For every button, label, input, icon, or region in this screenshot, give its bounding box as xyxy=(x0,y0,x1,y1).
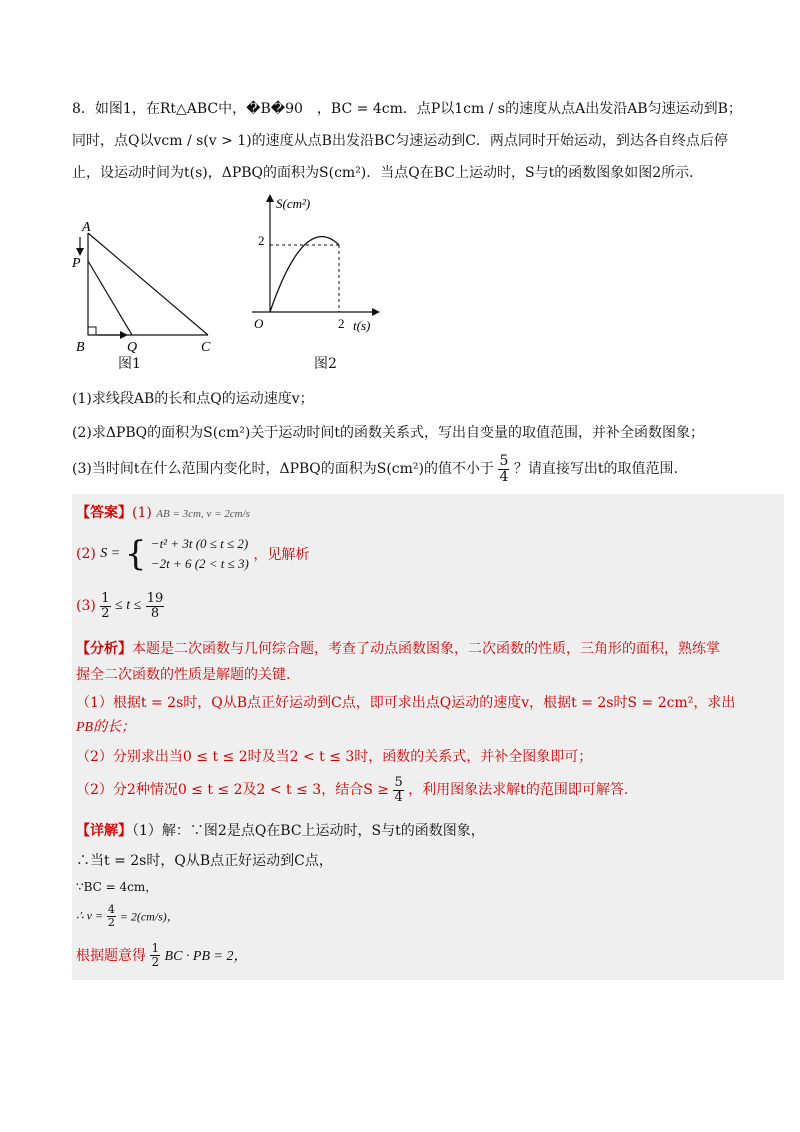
detail-line-2: ∴当t = 2s时，Q从B点正好运动到C点， xyxy=(76,853,333,869)
analysis-step-3 xyxy=(76,776,628,804)
fig1-label-C: C xyxy=(201,340,211,355)
answer-2-prefix: (2) xyxy=(76,546,96,562)
question-2: (2)求ΔPBQ的面积为S(cm²)关于运动时间t的函数关系式，写出自变量的取值范围，并补全函数图象； xyxy=(72,425,704,441)
a3-lden: 2 xyxy=(101,605,110,621)
answer-2-suffix: ，见解析 xyxy=(253,547,310,563)
question-3-text-a: (3)当时间t在什么范围内变化时，ΔPBQ的面积为S(cm²)的值不小于 xyxy=(72,461,494,478)
origin-label: O xyxy=(254,316,264,331)
answer-2-case-1: −t² + 3t (0 ≤ t ≤ 2) xyxy=(150,536,249,551)
s3-num: 5 xyxy=(394,775,403,790)
a3-lnum: 1 xyxy=(101,591,110,606)
problem-line-2: 同时，点Q以vcm / s(v > 1)的速度从点B出发沿BC匀速运动到C．两点同时开始运动，到达各自终点后停 xyxy=(72,133,728,149)
answer-2-brace: { xyxy=(124,534,147,574)
detail-text-1: （1）解：∵图2是点Q在BC上运动时，S与t的函数图象， xyxy=(132,823,485,839)
answer-1-prefix: (1) xyxy=(132,505,152,521)
detail-4-fraction xyxy=(107,904,116,928)
y-axis-label: S(cm²) xyxy=(276,196,311,211)
d5-den: 2 xyxy=(151,954,160,969)
analysis-label: 【分析】 xyxy=(76,641,132,657)
question-1: (1)求线段AB的长和点Q的运动速度v； xyxy=(72,391,314,407)
detail-line-3: ∵BC = 4cm， xyxy=(76,880,158,894)
answer-line-2 xyxy=(76,534,309,574)
detail-5-fraction xyxy=(150,942,160,968)
question-3-text-b: ？请直接写出t的取值范围. xyxy=(513,461,678,478)
fig1-label-Q: Q xyxy=(127,340,138,355)
x-axis-label: t(s) xyxy=(353,318,371,333)
answer-2-S: S = xyxy=(100,546,121,561)
y-tick-label: 2 xyxy=(258,233,265,248)
analysis-text-1: 本题是二次函数与几何综合题，考查了动点函数图象，二次函数的性质，三角形的面积，熟练掌 xyxy=(132,641,720,657)
detail-4-b: = 2(cm/s)， xyxy=(119,909,179,924)
analysis-line-1 xyxy=(76,638,720,658)
detail-line-5 xyxy=(76,942,248,968)
detail-5-b: BC · PB = 2， xyxy=(164,949,248,965)
answer-1: AB = 3cm, v = 2cm/s xyxy=(156,508,250,520)
answer-3-left-fraction xyxy=(100,592,110,620)
fig1-label-P: P xyxy=(72,256,81,271)
d4-den: 2 xyxy=(107,915,115,929)
analysis-step-1b: PB的长； xyxy=(76,720,136,735)
fig1-caption: 图1 xyxy=(118,356,141,372)
figure-1-triangle xyxy=(70,215,230,375)
answer-label: 【答案】 xyxy=(76,505,132,521)
analysis-step-3-b: ，利用图象法求解t的范围即可解答. xyxy=(408,782,629,799)
d4-num: 4 xyxy=(107,903,115,916)
x-tick-label: 2 xyxy=(338,316,345,331)
analysis-step-3-fraction xyxy=(393,776,403,804)
detail-label: 【详解】 xyxy=(76,823,132,839)
detail-5-a: 根据题意得 xyxy=(76,948,146,965)
problem-line-3: 止，设运动时间为t(s)，ΔPBQ的面积为S(cm²)．当点Q在BC上运动时，S与t的函数图象如图2所示． xyxy=(72,165,704,181)
fig1-label-A: A xyxy=(82,220,91,235)
question-3 xyxy=(72,454,678,484)
detail-line-1 xyxy=(76,820,485,840)
x-axis-arrow xyxy=(372,308,380,316)
answer-line-3 xyxy=(76,592,164,620)
problem-line-1: 8．如图1，在Rt△ABC中，�B�90 ，BC = 4cm．点P以1cm / s的速度从点A出发沿AB匀速运动到B； xyxy=(72,101,742,117)
q3-den: 4 xyxy=(499,468,509,485)
answer-3-mid: ≤ t ≤ xyxy=(115,598,142,614)
answer-3-prefix: (3) xyxy=(76,598,96,615)
fig1-label-B: B xyxy=(76,340,85,355)
series-curve xyxy=(270,237,339,312)
analysis-line-2: 握全二次函数的性质是解题的关键. xyxy=(76,667,291,683)
a3-rden: 8 xyxy=(150,605,160,621)
analysis-step-1: （1）根据t = 2s时，Q从B点正好运动到C点，即可求出点Q运动的速度v，根据t = 2s时S = 2cm²，求出 xyxy=(76,695,736,711)
answer-line-1 xyxy=(76,502,250,522)
answer-3-right-fraction xyxy=(146,592,165,620)
answer-2-cases xyxy=(151,534,249,574)
analysis-step-3-a: （2）分2种情况0 ≤ t ≤ 2及2 < t ≤ 3，结合S ≥ xyxy=(76,782,389,799)
figure-2-chart xyxy=(232,190,392,345)
analysis-step-2: （2）分别求出当0 ≤ t ≤ 2时及当2 < t ≤ 3时，函数的关系式，并补全图象即可； xyxy=(76,749,593,765)
a3-rnum: 19 xyxy=(146,591,164,606)
s3-den: 4 xyxy=(394,789,403,805)
q3-num: 5 xyxy=(499,453,509,469)
answer-2-case-2: −2t + 6 (2 < t ≤ 3) xyxy=(150,556,249,571)
y-axis-arrow xyxy=(266,194,274,202)
question-3-fraction xyxy=(498,454,509,484)
d5-num: 1 xyxy=(151,941,160,955)
detail-line-4 xyxy=(76,904,179,928)
detail-4-a: ∴ v = xyxy=(76,908,104,923)
fig2-caption: 图2 xyxy=(314,356,337,372)
